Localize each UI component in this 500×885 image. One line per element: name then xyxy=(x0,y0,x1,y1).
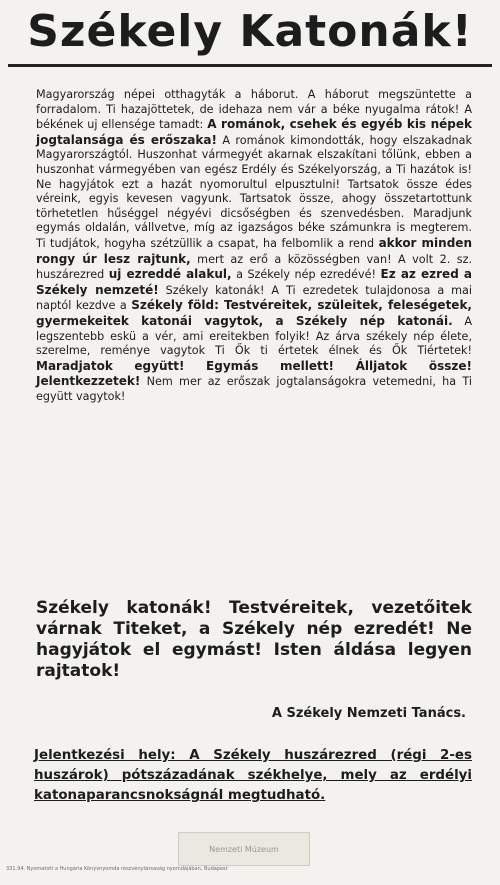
text-segment: Székely katonák! A Ti ezredetek tulajdonosa a mai naptól kezdve a xyxy=(36,283,472,313)
bold-segment: Ez az ezred a Székely nemzeté! xyxy=(36,267,472,297)
stamp-text: Nemzeti Múzeum xyxy=(209,844,279,854)
text-segment: mert az erő a közösségben van! A volt 2. sz. huszárezred xyxy=(36,252,472,282)
bold-segment: uj ezreddé alakul, xyxy=(108,267,232,282)
body-paragraph xyxy=(36,88,472,404)
text-segment: A románok kimondották, hogy elszakadnak Magyarországtól. Huszonhat vármegyét akarnak elszakítani tőlünk, ebben a huszonhat vármegyében van egész Erdély és Székelyország, a Ti hazátok is! Ne hagyjátok ezt a hazát nyomorultul elpusztulni! Tartsatok össze édes véreink, egyis kevesen vagyunk. Tartsatok össze, ahogy összetartottunk törhetetlen hűséggel négyévi dicsőségben és szenvedésben. Maradjunk egymás oldalán, vállvetve, míg az igazságos béke számunkra is megterem. Ti tudjátok, hogyha szétzüllik a csapat, ha felbomlik a rend xyxy=(36,133,472,250)
bold-segment: A románok, csehek és egyéb kis népek jogtalansága és erőszaka! xyxy=(36,117,472,147)
signature: A Székely Nemzeti Tanács. xyxy=(271,706,466,721)
text-segment: Magyarország népei otthagyták a háborut. A háborut megszüntette a forradalom. Ti hazajöttetek, de idehaza nem vár a béke nyugalma rátok! A békének uj ellensége tamadt: xyxy=(36,88,472,132)
bold-segment: Maradjatok együtt! Egymás mellett! Álljatok össze! Jelentkezzetek! xyxy=(36,358,472,389)
museum-stamp xyxy=(178,832,310,866)
text-segment: Nem mer az erőszak jogtalanságokra vetemedni, ha Ti együtt vagytok! xyxy=(36,375,472,403)
text-segment: a Székely nép ezredévé! xyxy=(231,268,381,282)
bold-segment: akkor minden rongy úr lesz rajtunk, xyxy=(36,235,472,266)
text-segment: A legszentebb eskü a vér, ami ereitekben folyik! Az árva székely nép élete, szerelme, reménye vagytok Ti Ők ti értetek élnek és Ők Tiértetek! xyxy=(36,314,472,358)
title-rule xyxy=(8,64,492,67)
registration-notice: Jelentkezési hely: A Székely huszárezred (régi 2-es huszárok) pótszázadának székhelye, mely az erdélyi katonaparancsnokságnál megtudható. xyxy=(34,748,472,803)
printer-footer: 331.94. Nyomatott a Hungária Könyvnyomda részvénytársaság nyomdájában, Budapest xyxy=(6,866,228,872)
bold-segment: Székely föld: Testvéreitek, szüleitek, feleségetek, gyermekeitek katonái vagytok, a Székely nép katonái. xyxy=(36,298,472,328)
appeal-text: Székely katonák! Testvéreitek, vezetőitek várnak Titeket, a Székely nép ezredét! Ne hagyjátok el egymást! Isten áldása legyen rajtatok! xyxy=(36,598,472,681)
poster-title: Székely Katonák! xyxy=(27,6,473,57)
